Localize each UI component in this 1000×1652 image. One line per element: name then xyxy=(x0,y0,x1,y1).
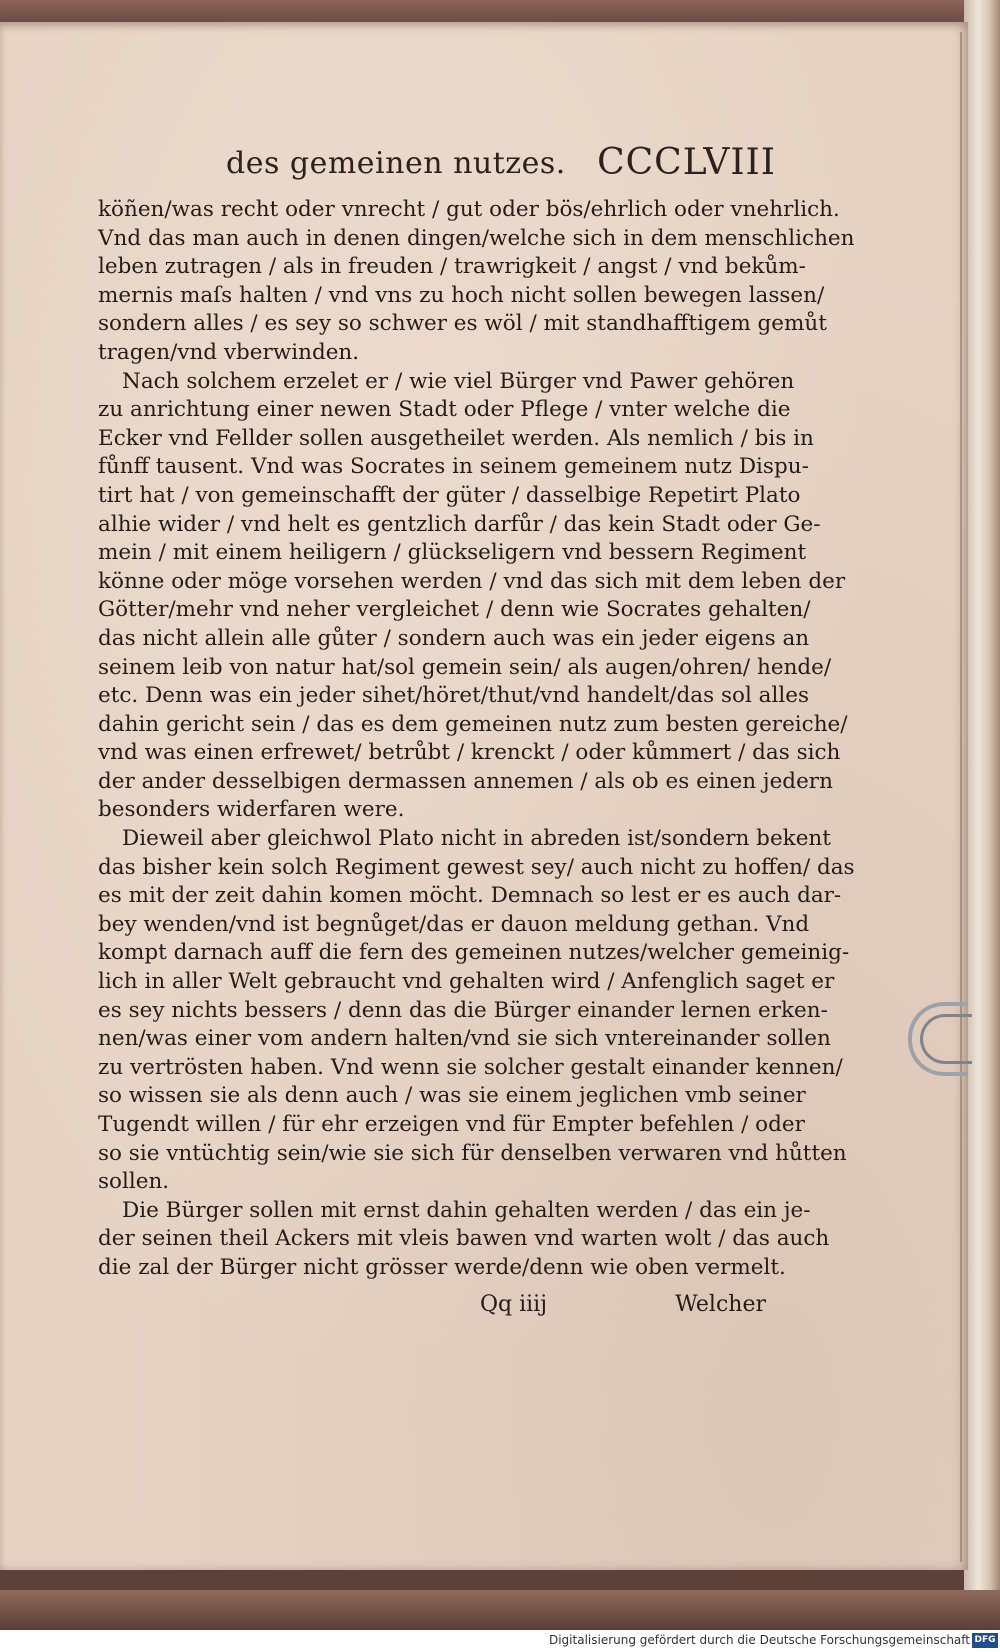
text-line: tragen/vnd vberwinden. xyxy=(98,339,360,365)
text-line: kompt darnach auff die fern des gemeinen nutzes/welcher gemeinig- xyxy=(98,940,850,966)
text-line: alhie wider / vnd helt es gentzlich darfůr / das kein Stadt oder Ge- xyxy=(98,511,821,537)
paragraph xyxy=(98,1197,830,1283)
text-line: Ecker vnd Fellder sollen ausgetheilet werden. Als nemlich / bis in xyxy=(98,425,814,451)
text-line: vnd was einen erfrewet/ betrůbt / krenckt / oder kůmmert / das sich xyxy=(98,740,841,766)
page-edge-shadow xyxy=(960,32,962,1562)
text-line: bey wenden/vnd ist begnůget/das er dauon meldung gethan. Vnd xyxy=(98,911,810,937)
body-text xyxy=(98,196,855,1283)
text-line: Nach solchem erzelet er / wie viel Bürger vnd Pawer gehören xyxy=(122,368,795,394)
text-line: der seinen theil Ackers mit vleis bawen vnd warten wolt / das auch xyxy=(98,1226,830,1252)
paragraph xyxy=(98,825,855,1197)
page-footer xyxy=(480,1292,766,1326)
text-line: Tugendt willen / für ehr erzeigen vnd für Empter befehlen / oder xyxy=(98,1112,805,1137)
text-line: so sie vntüchtig sein/wie sie sich für denselben verwaren vnd hůtten xyxy=(98,1140,847,1166)
text-line: das bisher kein solch Regiment gewest sey/ auch nicht zu hoffen/ das xyxy=(98,854,855,880)
text-line: Vnd das man auch in denen dingen/welche sich in dem menschlichen xyxy=(98,225,855,251)
book-bottom-board xyxy=(0,1590,1000,1630)
book-fore-edge xyxy=(964,0,1000,1630)
text-line: seinem leib von natur hat/sol gemein sein/ als augen/ohren/ hende/ xyxy=(98,654,832,680)
text-line: Dieweil aber gleichwol Plato nicht in abreden ist/sondern bekent xyxy=(122,826,831,852)
credit-bar xyxy=(0,1630,1000,1652)
text-line: besonders widerfaren were. xyxy=(98,797,405,823)
text-line: dahin gericht sein / das es dem gemeinen nutz zum besten gereiche/ xyxy=(98,711,848,737)
text-line: es sey nichts bessers / denn das die Bürger einander lernen erken- xyxy=(98,997,828,1023)
signature-mark: Qq iiij xyxy=(480,1292,548,1317)
catchword: Welcher xyxy=(675,1292,766,1317)
book-page xyxy=(0,22,968,1570)
funding-credit: Digitalisierung gefördert durch die Deutsche Forschungsgemeinschaft xyxy=(548,1633,970,1647)
text-line: tirt hat / von gemeinschafft der güter / dasselbige Repetirt Plato xyxy=(98,482,801,508)
text-line: zu anrichtung einer newen Stadt oder Pflege / vnter welche die xyxy=(98,397,791,423)
paragraph xyxy=(98,196,855,368)
running-title: des gemeinen nutzes. xyxy=(226,146,566,181)
text-line: mein / mit einem heiligern / glückseligern vnd bessern Regiment xyxy=(98,540,807,566)
text-line: sondern alles / es sey so schwer es wöl / mit standhafftigem gemůt xyxy=(98,311,827,337)
text-line: die zal der Bürger nicht grösser werde/denn wie oben vermelt. xyxy=(98,1254,786,1280)
text-line: könne oder möge vorsehen werden / vnd das sich mit dem leben der xyxy=(98,568,846,594)
text-line: köñen/was recht oder vnrecht / gut oder bös/ehrlich oder vnehrlich. xyxy=(98,197,840,222)
text-line: Götter/mehr vnd neher vergleichet / denn wie Socrates gehalten/ xyxy=(98,597,811,623)
text-line: zu vertrösten haben. Vnd wenn sie solcher gestalt einander kennen/ xyxy=(98,1054,843,1080)
text-line: leben zutragen / als in freuden / trawrigkeit / angst / vnd bekům- xyxy=(98,254,806,280)
text-line: es mit der zeit dahin komen möcht. Demnach so lest er es auch dar- xyxy=(98,883,842,909)
text-line: so wissen sie als denn auch / was sie einem jeglichen vmb seiner xyxy=(98,1083,806,1109)
text-line: etc. Denn was ein jeder sihet/höret/thut/vnd handelt/das sol alles xyxy=(98,683,809,709)
text-line: nen/was einer vom andern halten/vnd sie sich vntereinander sollen xyxy=(98,1026,831,1052)
text-line: fůnff tausent. Vnd was Socrates in seinem gemeinem nutz Dispu- xyxy=(98,454,809,480)
text-line: der ander desselbigen dermassen annemen / als ob es einen jedern xyxy=(98,768,833,794)
text-line: das nicht allein alle gůter / sondern auch was ein jeder eigens an xyxy=(98,625,810,651)
book-top-edge xyxy=(0,0,1000,24)
dfg-logo-icon: DFG xyxy=(972,1633,998,1648)
text-line: lich in aller Welt gebraucht vnd gehalten wird / Anfenglich saget er xyxy=(98,969,835,995)
text-line: mernis maſs halten / vnd vns zu hoch nicht sollen bewegen lassen/ xyxy=(98,282,825,308)
text-line: sollen. xyxy=(98,1169,170,1195)
paper-clip-icon xyxy=(908,1002,968,1076)
paragraph xyxy=(98,368,848,826)
folio-number: CCCLVIII xyxy=(597,142,776,183)
page-header xyxy=(226,142,776,198)
text-line: Die Bürger sollen mit ernst dahin gehalten werden / das ein je- xyxy=(122,1197,811,1223)
